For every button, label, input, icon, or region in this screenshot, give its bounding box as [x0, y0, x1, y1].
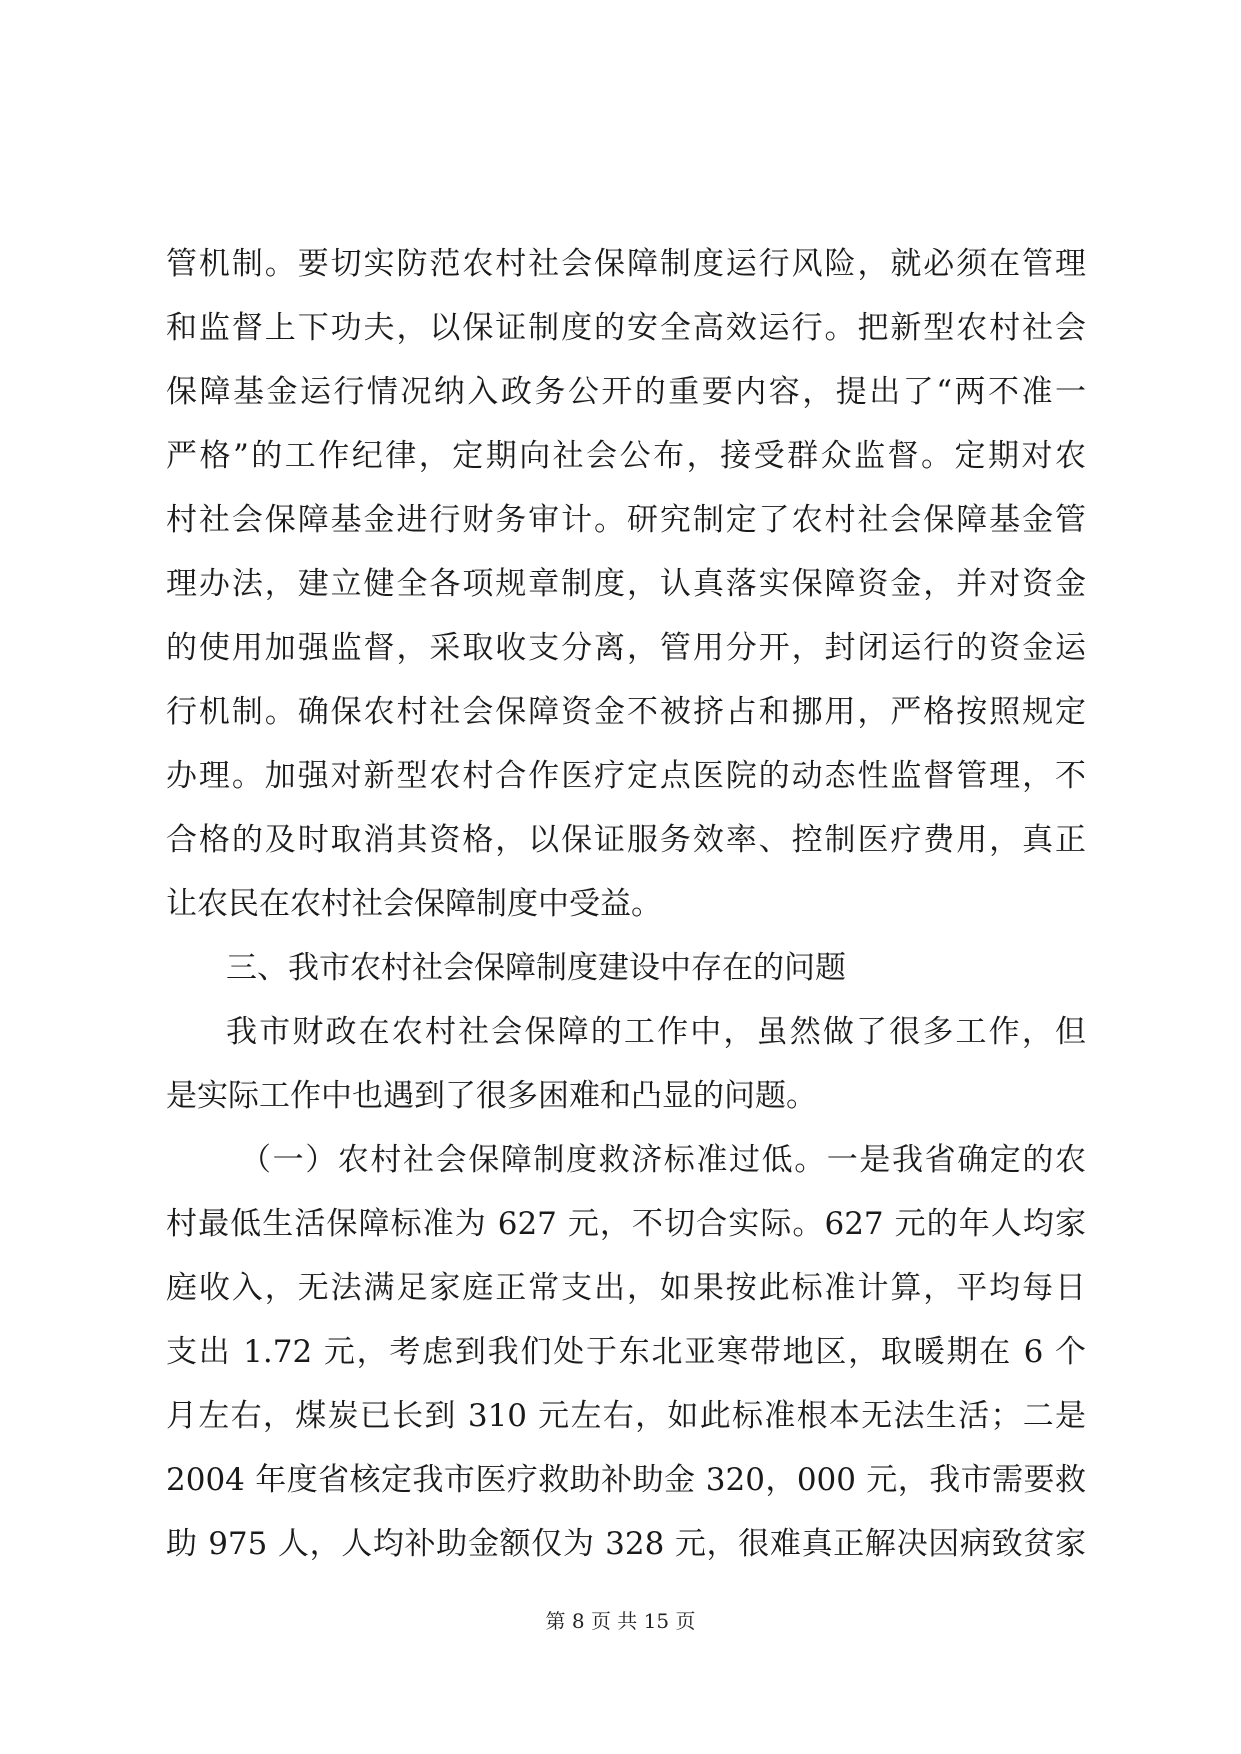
text-line: 助 975 人，人均补助金额仅为 328 元，很难真正解决因病致贫家	[166, 1526, 1086, 1562]
text-line: 办理。加强对新型农村合作医疗定点医院的动态性监督管理，不	[166, 758, 1086, 794]
text-line: 村最低生活保障标准为 627 元，不切合实际。627 元的年人均家	[166, 1206, 1086, 1242]
text-line: 2004 年度省核定我市医疗救助补助金 320，000 元，我市需要救	[166, 1462, 1086, 1498]
document-body	[166, 232, 1086, 1576]
text-line: 管机制。要切实防范农村社会保障制度运行风险，就必须在管理	[166, 246, 1086, 282]
text-line: 的使用加强监督，采取收支分离，管用分开，封闭运行的资金运	[166, 630, 1086, 666]
text-line: 庭收入，无法满足家庭正常支出，如果按此标准计算，平均每日	[166, 1270, 1086, 1306]
text-line: 村社会保障基金进行财务审计。研究制定了农村社会保障基金管	[166, 502, 1086, 538]
text-line: 合格的及时取消其资格，以保证服务效率、控制医疗费用，真正	[166, 822, 1086, 858]
subsection-heading-line: （一）农村社会保障制度救济标准过低。一是我省确定的农	[240, 1142, 1086, 1178]
text-line: 让农民在农村社会保障制度中受益。	[166, 886, 662, 922]
text-line: 保障基金运行情况纳入政务公开的重要内容，提出了“两不准一	[166, 374, 1086, 410]
text-line: 理办法，建立健全各项规章制度，认真落实保障资金，并对资金	[166, 566, 1086, 602]
section-heading: 三、我市农村社会保障制度建设中存在的问题	[226, 950, 846, 986]
text-line: 严格”的工作纪律，定期向社会公布，接受群众监督。定期对农	[166, 438, 1086, 474]
text-line: 行机制。确保农村社会保障资金不被挤占和挪用，严格按照规定	[166, 694, 1086, 730]
page-number-footer: 第 8 页 共 15 页	[545, 1609, 696, 1633]
text-line: 和监督上下功夫，以保证制度的安全高效运行。把新型农村社会	[166, 310, 1086, 346]
text-line: 支出 1.72 元，考虑到我们处于东北亚寒带地区，取暖期在 6 个	[166, 1334, 1086, 1370]
text-line: 是实际工作中也遇到了很多困难和凸显的问题。	[166, 1078, 817, 1114]
text-line: 我市财政在农村社会保障的工作中，虽然做了很多工作，但	[226, 1014, 1086, 1050]
text-line: 月左右，煤炭已长到 310 元左右，如此标准根本无法生活；二是	[166, 1398, 1086, 1434]
